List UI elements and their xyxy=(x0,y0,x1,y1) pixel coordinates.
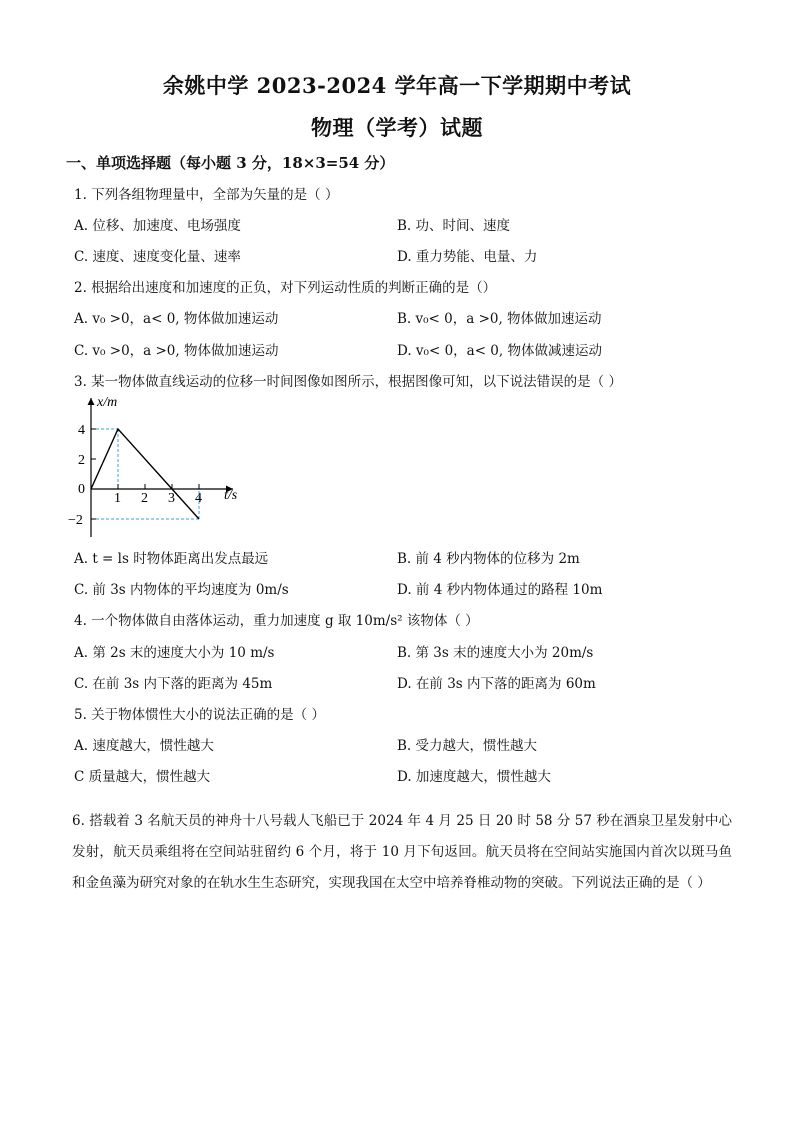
question-2-option-b: B. v₀< 0，a >0, 物体做加速运动 xyxy=(397,311,602,327)
exam-title: 余姚中学 2023-2024 学年高一下学期期中考试 xyxy=(162,73,632,98)
exam-subtitle: 物理（学考）试题 xyxy=(311,115,483,140)
question-1-stem: 1. 下列各组物理量中，全部为矢量的是（ ） xyxy=(74,187,339,203)
question-2-option-a: A. v₀ >0，a< 0, 物体做加速运动 xyxy=(74,311,279,327)
question-5-option-d: D. 加速度越大，惯性越大 xyxy=(397,769,551,785)
question-5-option-c: C 质量越大，惯性越大 xyxy=(74,769,211,785)
question-4-option-b: B. 第 3s 末的速度大小为 20m/s xyxy=(397,645,594,661)
position-time-graph xyxy=(68,392,258,542)
question-2-option-c: C. v₀ >0，a >0, 物体做加速运动 xyxy=(74,343,279,359)
x-tick-label: 4 xyxy=(195,491,202,506)
y-tick-label: 2 xyxy=(78,453,85,468)
question-2-option-d: D. v₀< 0，a< 0, 物体做减速运动 xyxy=(397,343,602,359)
question-2-stem: 2. 根据给出速度和加速度的正负，对下列运动性质的判断正确的是（） xyxy=(74,280,497,296)
question-3-option-d: D. 前 4 秒内物体通过的路程 10m xyxy=(397,582,603,598)
y-tick-label: 4 xyxy=(78,423,85,438)
question-1-option-c: C. 速度、速度变化量、速率 xyxy=(74,249,241,265)
x-tick-label: 3 xyxy=(168,491,175,506)
x-tick-label: 0 xyxy=(78,482,85,497)
question-1-option-a: A. 位移、加速度、电场强度 xyxy=(74,218,241,234)
question-3-option-a: A. t = ls 时物体距离出发点最远 xyxy=(74,551,269,567)
question-4-option-c: C. 在前 3s 内下落的距离为 45m xyxy=(74,676,273,692)
question-3-option-c: C. 前 3s 内物体的平均速度为 0m/s xyxy=(74,582,289,598)
question-5-option-a: A. 速度越大，惯性越大 xyxy=(74,738,214,754)
question-5-option-b: B. 受力越大，惯性越大 xyxy=(397,738,538,754)
question-3-option-b: B. 前 4 秒内物体的位移为 2m xyxy=(397,551,580,567)
x-tick-label: 1 xyxy=(114,491,121,506)
question-1-option-d: D. 重力势能、电量、力 xyxy=(397,249,538,265)
question-6-text: 6. 搭载着 3 名航天员的神舟十八号载人飞船已于 2024 年 4 月 25 日 20 时 58 分 57 秒在酒泉卫星发射中心发射，航天员乘组将在空间站驻留约 6 个月，将于 10 月下旬返回。航天员将在空间站实施国内首次以斑马鱼和金鱼藻为研究对象的在轨水生生态研究，实现我国在太空中培养脊椎动物的突破。下列说法正确的是（ ） xyxy=(72,813,732,891)
axis-ticks xyxy=(68,423,202,528)
y-axis-label: x/m xyxy=(97,395,118,410)
question-4-option-a: A. 第 2s 末的速度大小为 10 m/s xyxy=(74,645,275,661)
question-4-option-d: D. 在前 3s 内下落的距离为 60m xyxy=(397,676,596,692)
x-axis-label: t/s xyxy=(224,488,238,503)
y-tick-label: −2 xyxy=(68,513,83,528)
question-5-stem: 5. 关于物体惯性大小的说法正确的是（ ） xyxy=(74,707,325,723)
question-3-stem: 3. 某一物体做直线运动的位移一时间图像如图所示，根据图像可知，以下说法错误的是（ ） xyxy=(74,374,622,390)
section-heading: 一、单项选择题（每小题 3 分，18×3=54 分） xyxy=(66,154,395,172)
question-4-stem: 4. 一个物体做自由落体运动，重力加速度 g 取 10m/s² 该物体（ ） xyxy=(74,613,479,629)
x-tick-label: 2 xyxy=(141,491,148,506)
question-1-option-b: B. 功、时间、速度 xyxy=(397,218,511,234)
